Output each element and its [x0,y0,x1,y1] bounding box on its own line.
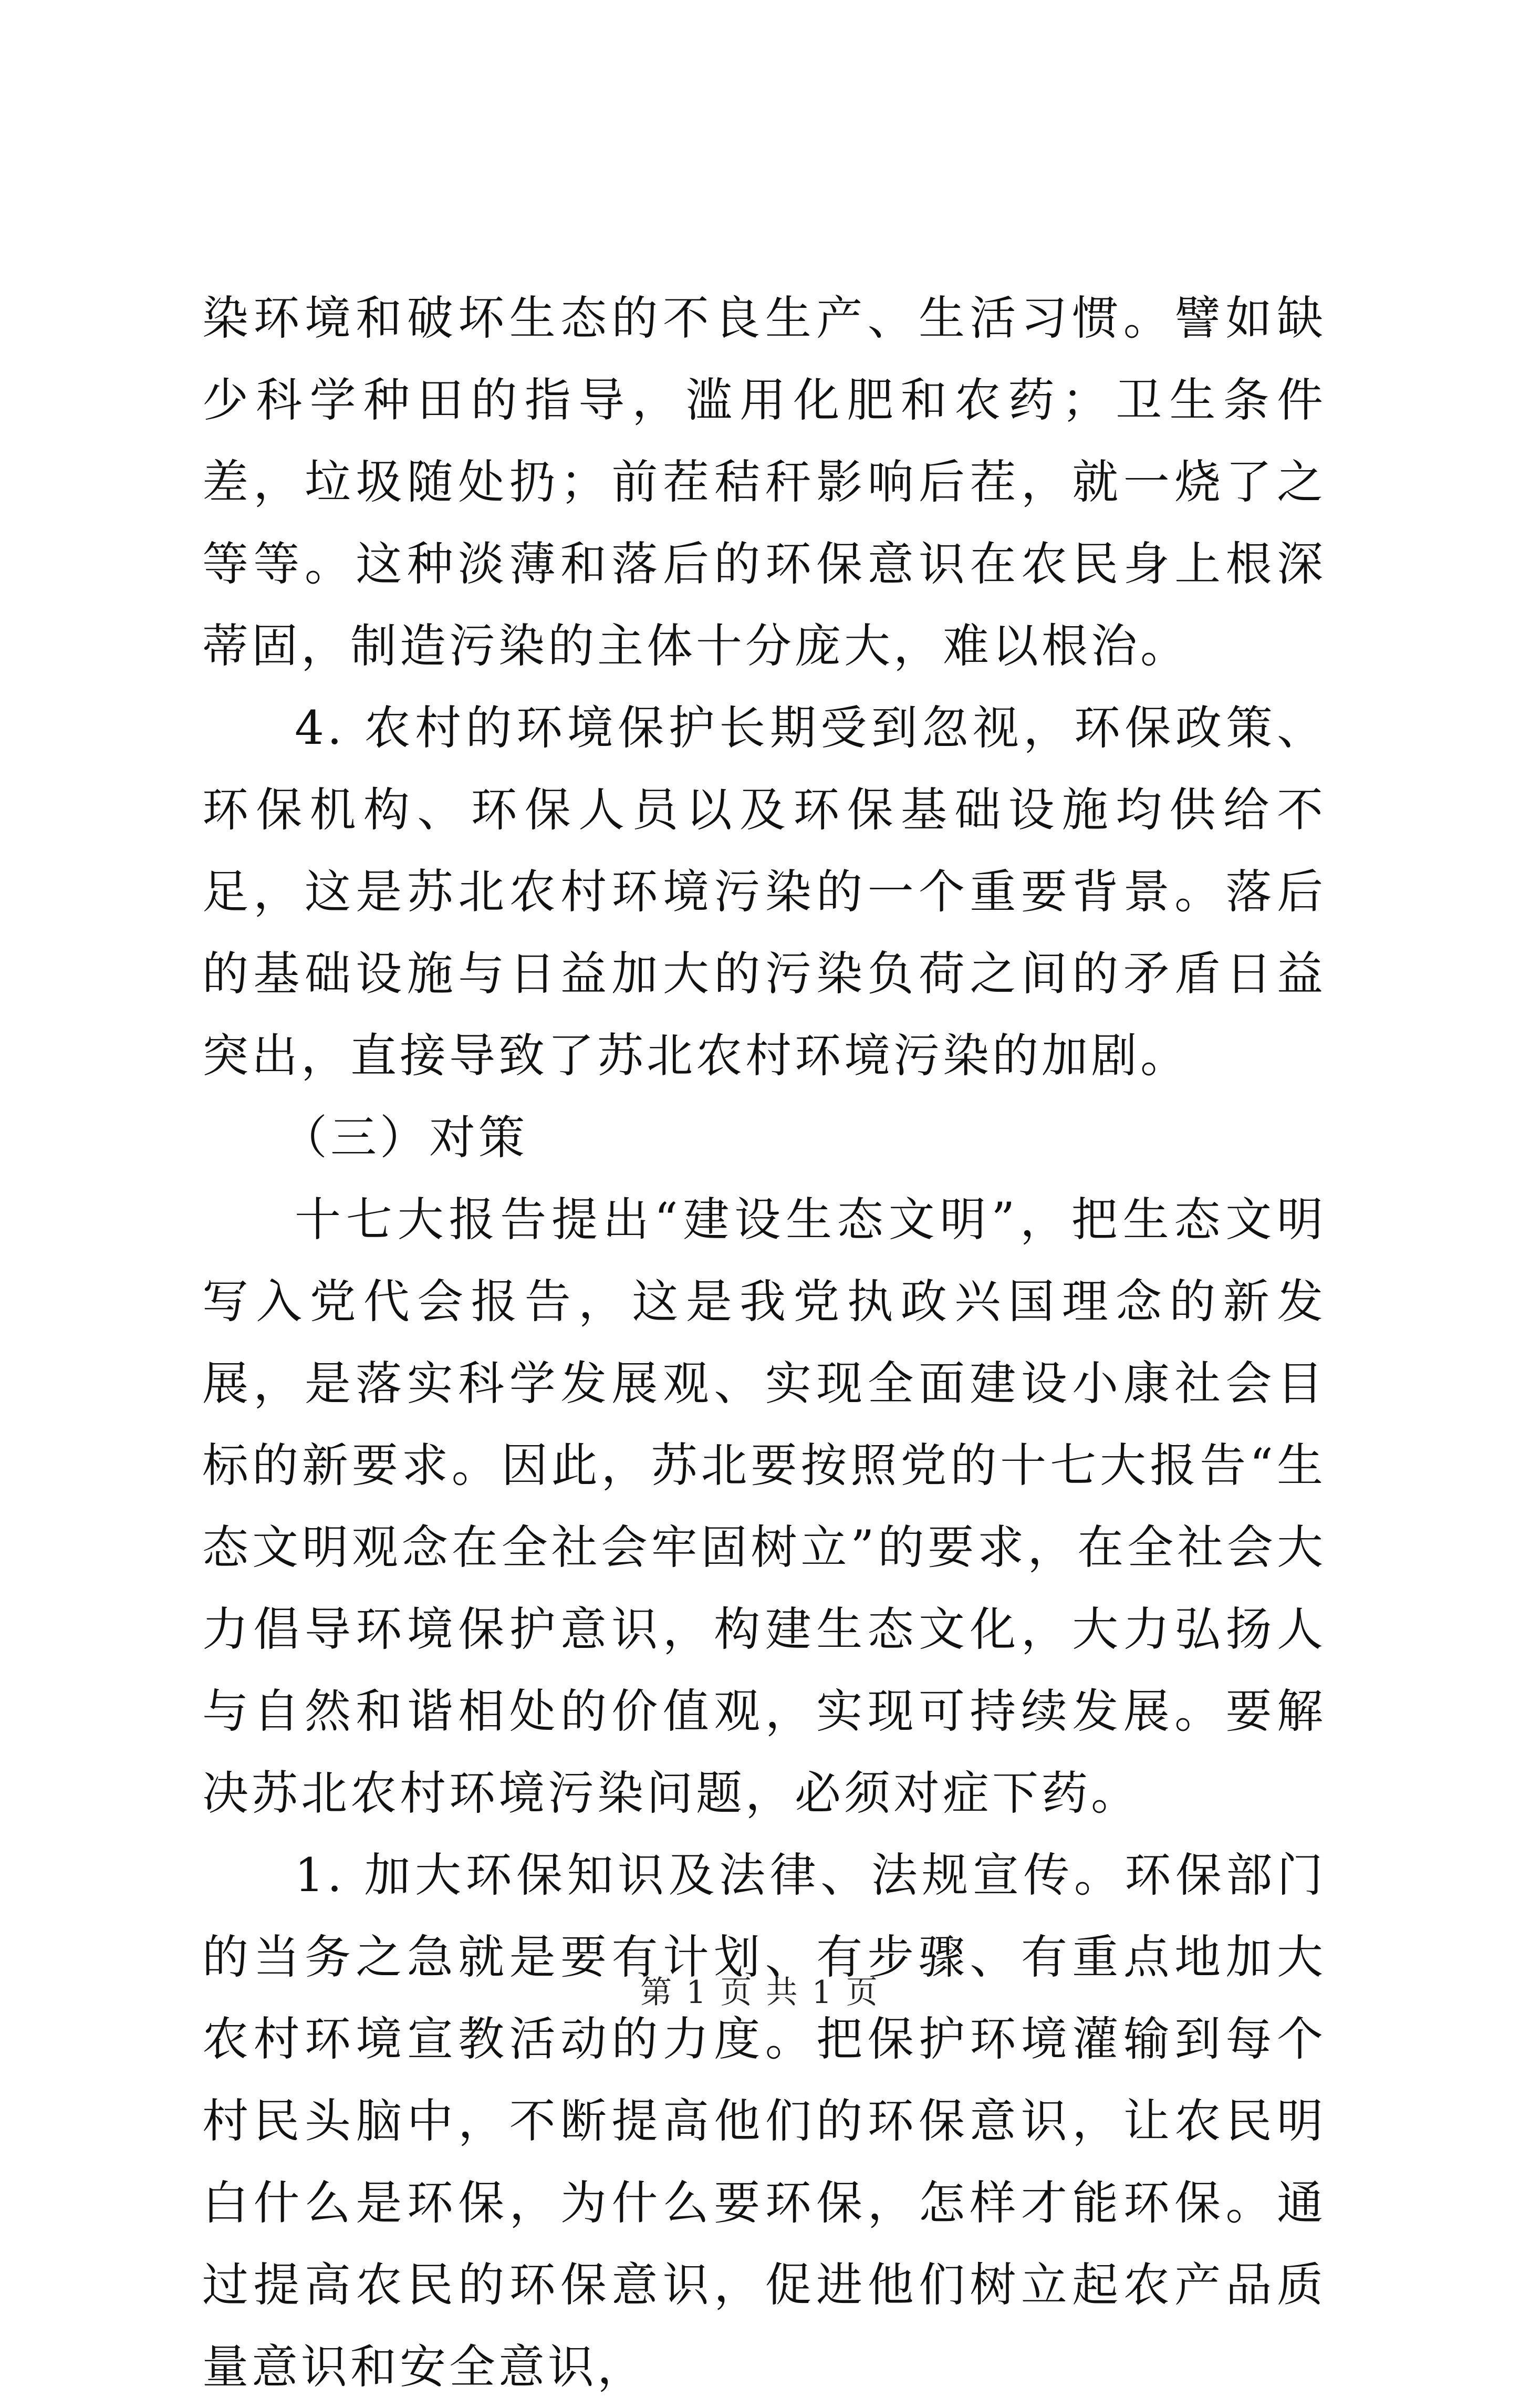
page-number-footer: 第 1 页 共 1 页 [640,1974,880,2011]
paragraph-point-1: 1. 加大环保知识及法律、法规宣传。环保部门的当务之急就是要有计划、有步骤、有重点地加大农村环境宣教活动的力度。把保护环境灌输到每个村民头脑中，不断提高他们的环保意识，让农民明白什么是环保，为什么要环保，怎样才能环保。通过提高农民的环保意识，促进他们树立起农产品质量意识和安全意识， [202,1848,1326,2394]
document-body [202,277,1326,2408]
section-heading-countermeasures: （三）对策 [281,1110,528,1165]
paragraph-continuation: 染环境和破坏生态的不良生产、生活习惯。譬如缺少科学种田的指导，滥用化肥和农药；卫生条件差，垃圾随处扔；前茬秸秆影响后茬，就一烧了之等等。这种淡薄和落后的环保意识在农民身上根深蒂固，制造污染的主体十分庞大，难以根治。 [202,291,1326,673]
paragraph-seventeenth-congress: 十七大报告提出“建设生态文明”，把生态文明写入党代会报告，这是我党执政兴国理念的新发展，是落实科学发展观、实现全面建设小康社会目标的新要求。因此，苏北要按照党的十七大报告“生态文明观念在全社会牢固树立”的要求，在全社会大力倡导环境保护意识，构建生态文化，大力弘扬人与自然和谐相处的价值观，实现可持续发展。要解决苏北农村环境污染问题，必须对症下药。 [202,1192,1326,1820]
paragraph-point-4: 4. 农村的环境保护长期受到忽视，环保政策、环保机构、环保人员以及环保基础设施均供给不足，这是苏北农村环境污染的一个重要背景。落后的基础设施与日益加大的污染负荷之间的矛盾日益突出，直接导致了苏北农村环境污染的加剧。 [202,701,1326,1083]
